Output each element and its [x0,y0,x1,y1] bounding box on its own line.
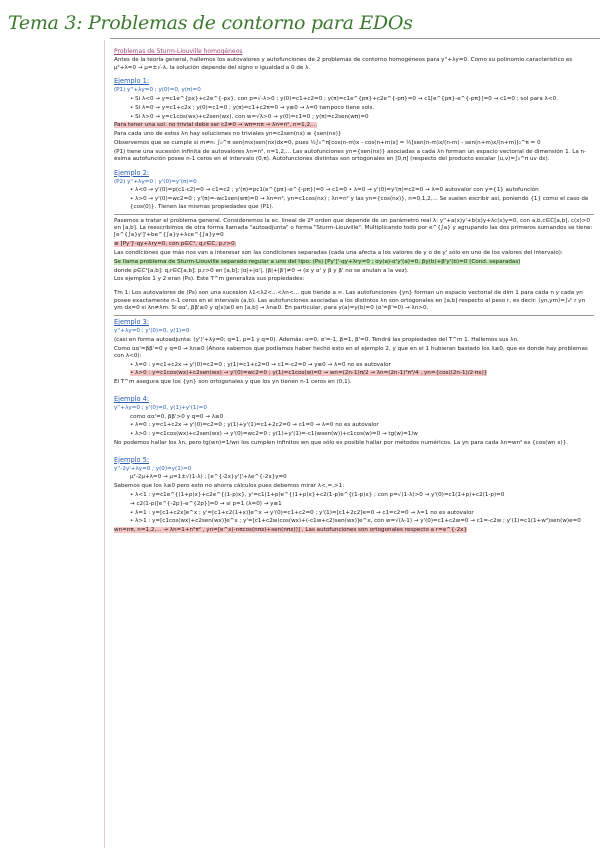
example-5-line-6: • λ>1 : y=[c1cos(wx)+c2sen(wx)]e^x ; y'=[c1+c2w)cos(wx)+(-c1w+c2)sen(wx)]e^x, con w=√(λ-1) → y'(0)=c1+c2w=0 → c1=-c2w ; y'(1)=c1(1+w²)sen(w)e=0 [130,518,581,525]
general-paragraph-2 [114,241,594,248]
example-1-line-5: Para cada uno de estos λn hay soluciones no triviales yn=c2sen(nx) ≡ {sen(nx)} [114,131,342,138]
autoadjunta-highlight: ≡ [Py']'-qy+λry=0, con p∈C¹, q,r∈C, p,r>0. [114,241,237,248]
divider-2 [114,315,594,316]
sturm-liouville-definition: Se llama problema de Sturm-Liouville separado regular a uno del tipo: (Ps) [Py']'-qy+λry=0 ; αy(a)-α'y'(a)=0, βy(b)+β'y'(b)=0 (Cond. separadas) [114,258,521,265]
example-5-line-2: Sabemos que los λ≥0 pero esto no ahorra cálculos pues debemos mirar λ<,=,>1: [114,483,345,490]
divider-1 [114,214,594,215]
general-paragraph-3: Las condiciones que más nos van a interesar son las condiciones separadas (cada una afecta a los valores de y o de y' sólo en uno de los valores del intervalo): [114,250,563,257]
example-5-eigen-highlight: wn=nπ, n=1,2,... → λn=1+n²π² , yn=[e^x(-nπcos(nπx)+sen(nπx))] . Las autofunciones son ortogonales respecto a r=e^{-2x} [114,527,468,534]
example-3-eigen-highlight: • λ>0 : y=c1cos(wx)+c2sen(wx) → y'(0)=wc2=0 ; y(1)=c1cos(w)=0 → wn=(2n-1)π/2 → λn=(2n-1)²π²/4 , yn={cos((2n-1)/2·πx)} [130,370,488,377]
example-2-line-2: • λ>0 → y'(0)=wc2=0 ; y'(π)=-wc1sen(wπ)=0 → λn=n², yn=c1cos(nx) ; λn=n² y las yn={cos(nx)}, n=0,1,2,... Se suelen escribir así, poniendo {1} como el caso de {cos(0)}. Tienen las mismas propiedades que (P1). [130,196,589,210]
general-paragraph-1: Pasemos a tratar el problema general. Consideremos la ec. lineal de 2º orden que depende de un parámetro real λ: y''+a(x)y'+b(x)y+λc(x)y=0, con a,b,c∈C[a,b], c(x)>0 en [a,b]. La reescribimos de otra forma llamada "autoadjunta" o forma "Sturm-Liouville". Multiplicando todo por e^{∫a} y agrupando las dos primeros sumandos se tiene: [e^{∫a}y']'+be^{∫a}y+λce^{∫a}y=0 [114,217,593,239]
general-paragraph-6: Los ejemplos 1 y 2 eran (Ps). Este T^m generaliza sus propiedades: [114,276,305,283]
example-1-conclusion: (P1) tiene una sucesión infinita de autovalores λn=n², n=1,2,... Las autofunciones yn={sen(nx)} asociadas a cada λn forman un espacio vectorial de dimensión 1. La n-ésima autofunción posee n-1 ceros en el intervalo (0,π). Autofunciones distintas son ortogonales en [0,π] (respecto del producto escalar ⟨u,v⟩=∫₀^π uv dx). [114,148,587,163]
example-1-case-zero: • Si λ=0 → y=c1+c2x ; y(0)=c1=0 ; y(π)=c1+c2π=0 → y≡0 → λ=0 tampoco tiene sols. [130,104,375,111]
example-3-system: y''+λy=0 ; y'(0)=0, y(1)=0 [114,327,190,334]
example-4-system: y''+λy=0 ; y'(0)=0, y(1)+y'(1)=0 [114,404,207,411]
example-1-system: (P1) y''+λy=0 ; y(0)=0, y(π)=0 [114,87,201,94]
page-title: Tema 3: Problemas de contorno para EDOs [8,12,413,34]
title-underline [110,38,600,39]
example-4-label: Ejemplo 4: [114,394,150,403]
margin-line [104,40,105,848]
general-paragraph-5: donde p∈C¹[a,b]; q,r∈C[a,b]; p,r>0 en [a,b]; |α|+|α'|, |β|+|β'|≠0 → (α y α' y β y β' no se anulan a la vez). [114,267,409,274]
example-3-line-4 [114,370,594,377]
example-5-system: y''-2y'+λy=0 ; y(0)=y(1)=0 [114,465,192,472]
example-5-line-3: • λ<1 : y=c1e^{(1+p)x}+c2e^{(1-p)x}, y'=c1(1+p)e^{(1+p)x}+c2(1-p)e^{(1-p)x} ; con p=√(1-λ)>0 → y'(0)=c1(1+p)+c2(1-p)=0 [130,491,505,498]
example-3-line-2: Como αα'=ββ'=0 y q=0 → λn≥0 (Ahora sabemos que podíamos haber hecho esto en el ejemplo 2, y que en el 1 hubieran bastado los λ≥0, que es donde hay problemas con λ<0): [114,345,588,359]
example-2-label: Ejemplo 2: [114,168,150,177]
notes-body [114,48,594,536]
example-4-line-2: • λ=0 : y=c1+c2x → y'(0)=c2=0 ; y(1)+y'(1)=c1+2c2=0 → c1=0 → λ=0 no es autovalor [130,422,379,429]
example-3-label: Ejemplo 3: [114,318,150,327]
example-1-highlight-eigenvalues: Para tener una sol. no trivial debe ser c2≠0 → wπ=nπ → λn=n², n=1,2,... [114,122,318,129]
example-2-line-1: • λ<0 → y'(0)=p(c1-c2)=0 → c1=c2 ; y'(π)=pc1(e^{pπ}-e^{-pπ})=0 → c1=0 • λ=0 → y'(0)=y'(π)=c2=0 → λ=0 autovalor con y={1} autofunción [130,187,539,194]
example-4-line-3: • λ>0 : y=c1cos(wx)+c2sen(wx) → y'(0)=wc2=0 ; y(1)+y'(1)=-c1(wsen(w))+c1cos(w)=0 → tg(w)=1/w [130,431,418,438]
example-3-line-1: (casi en forma autoadjunta: (y')'+λy=0; q=1, p=1 y q=0). Además: α=0, α'=-1, β=1, β'=0. Tendrá las propiedades del T^m 1. Hallemos sus λn. [114,336,519,343]
intro-paragraph: Antes de la teoría general, hallemos los autovalores y autofunciones de 2 problemas de contorno homogéneos para y''+λy=0. Como su polinomio característico es μ²+λ=0 → μ=±√-λ, la solución depende del signo o igualdad a 0 de λ. [114,57,573,71]
example-1-label: Ejemplo 1: [114,77,150,86]
example-5-line-1: μ²-2μ+λ=0 → μ=1±√(1-λ) ; [e^{-2x}y']'+λe^{-2x}y=0 [130,474,287,481]
example-3-line-5: El T^m asegura que los {yn} son ortogonales y que los yn tienen n-1 ceros en (0,1). [114,379,352,386]
example-1-case-pos: • Si λ>0 → y=c1cos(wx)+c2sen(wx), con w=√λ>0 → y(0)=c1=0 ; y(π)=c2sen(wπ)=0 [130,113,369,120]
example-2-system: (P2) y''+λy=0 ; y'(0)=y'(π)=0 [114,178,197,185]
example-1-line-4 [114,122,594,129]
theorem-1: Tm 1: Los autovalores de (Ps) son una sucesión λ1<λ2<...<λn<... que tiende a ∞. Las autofunciones {yn} forman un espacio vectorial de dim 1 para cada n y cada yn posee exactamente n-1 ceros en el intervalo (a,b). Las autofunciones asociadas a los distintos λn son ortogonales en [a,b] respecto al peso r, es decir: ⟨yn,ym⟩=∫ₐᵇ r yn ym dx=0 si λn≠λm. Si αα', ββ'≥0 y q(x)≥0 en [a,b] → λn≥0. En particular, para y(a)=y(b)=0 (α'=β'=0) → λn>0. [114,290,586,311]
example-5-label: Ejemplo 5: [114,455,150,464]
section-heading: Problemas de Sturm-Liouville homogéneos [114,48,243,55]
example-1-line-6: Observemos que se cumple si m≠n: ∫₀^π sen(mx)sen(nx)dx=0, pues ½∫₀^π[cos(n-m)x - cos(n+m)x] = ½[sen(n-m)x/(n-m) - sen(n+m)x/(n+m)]₀^π = 0 [114,139,541,146]
example-5-line-5: • λ=1 : y=[c1+c2x]e^x ; y'=[c1+c2(1+x)]e^x → y'(0)=c1+c2=0 ; y'(1)=[c1+2c2]e=0 → c1=c2=0 → λ=1 no es autovalor [130,509,474,516]
example-4-line-4: No podemos hallar los λn, pero tg(wn)=1/wn los cumplen infinitos wn que sólo es posible hallar por métodos numéricos. La yn para cada λn=wn² es {cos(wn x)}. [114,439,569,446]
general-paragraph-4 [114,259,594,266]
example-5-line-4: → c2(1-p)[e^{-2p}-e^{2p}]=0 → si p=1 (λ=0) → y≡1 [130,500,282,507]
example-5-line-7 [114,527,594,534]
example-4-line-1: como αα'=0, ββ'>0 y q=0 → λ≥0 [130,413,224,420]
example-1-case-neg: • Si λ<0 → y=c1e^{px}+c2e^{-px}, con p=√-λ>0 ; y(0)=c1+c2=0 ; y(π)=c1e^{pπ}+c2e^{-pπ}=0 → c1[e^{pπ}-e^{-pπ}]=0 → c1=0 ; sol para λ<0. [130,95,558,102]
example-3-line-3: • λ=0 : y=c1+c2x → y'(0)=c2=0 ; y(1)=c1+c2=0 → c1=-c2=0 → y≡0 → λ=0 no es autovalor [130,361,391,368]
